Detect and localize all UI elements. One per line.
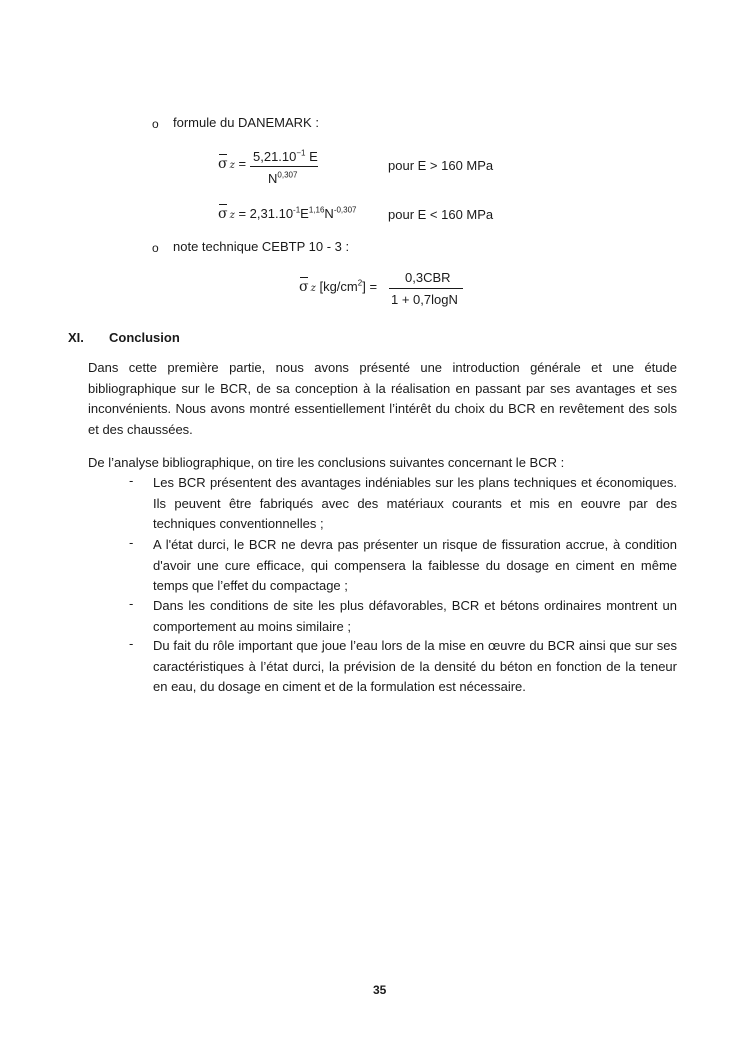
list-item: Dans les conditions de site les plus défavorables, BCR et bétons ordinaires montrent un comportement au moins similaire ; (153, 598, 677, 634)
list-item: Du fait du rôle important que joue l’eau lors de la mise en œuvre du BCR ainsi que sur ses caractéristiques à l’état durci, la prévision de la densité du béton en fonction de la teneur en eau, du dosage en ciment et de la formulation est nécessaire. (153, 638, 677, 695)
formula-1-fraction-bar (250, 166, 318, 167)
formula-1-lhs: σ z = (218, 156, 247, 172)
formula-1-condition: pour E > 160 MPa (388, 158, 494, 173)
list-item: Les BCR présentent des avantages indéniables sur les plans techniques et économiques. Ils peuvent être fabriqués avec des matériaux courants et mis en eouvre par des techniques conventionnelles ; (153, 475, 677, 532)
bullet-cebtp: o (152, 241, 159, 255)
cebtp-label: note technique CEBTP 10 - 3 : (173, 239, 350, 254)
section-number: XI. (68, 330, 84, 345)
formula-2-condition: pour E < 160 MPa (388, 207, 494, 222)
list-dash: - (129, 636, 134, 651)
formula-3-lhs: σ z $[kg/cm^2]$ = (299, 278, 378, 295)
lead-paragraph: De l’analyse bibliographique, on tire les conclusions suivantes concernant le BCR : (88, 455, 565, 470)
page-number: 35 (373, 983, 387, 997)
formula-3-denominator: 1 + 0,7logN (391, 292, 458, 307)
bullet-danemark: o (152, 117, 159, 131)
formula-2: σ $z = 2,31.10^{-1}E^{1,16}N^{-0,307}$ (218, 205, 357, 222)
danemark-label: formule du DANEMARK : (173, 115, 319, 130)
formula-1-numerator: $5,21.10^{-1}$ E (253, 148, 318, 164)
sigma-symbol: σ (218, 206, 228, 222)
sigma-symbol: σ (299, 279, 309, 295)
sigma-symbol: σ (218, 156, 228, 172)
list-dash: - (129, 473, 134, 488)
intro-paragraph: Dans cette première partie, nous avons présenté une introduction générale et une étude bibliographique sur le BCR, de sa conception à la réalisation en passant par ses avantages et ses inconvénients. Nous avons montré essentiellement l’intérêt du choix du BCR en revêtement des sols et des chaussées. (88, 360, 677, 438)
formula-1-denominator: N$^{0,307}$ (268, 170, 298, 186)
list-dash: - (129, 596, 134, 611)
list-item: A l'état durci, le BCR ne devra pas présenter un risque de fissuration accrue, à condition d'avoir une cure efficace, qui compensera la faiblesse du dosage en ciment en même temps que l’effet du compactage ; (153, 537, 677, 594)
section-title: Conclusion (109, 330, 180, 345)
list-dash: - (129, 535, 134, 550)
formula-3-fraction-bar (389, 288, 463, 289)
formula-3-numerator: 0,3CBR (405, 270, 451, 285)
